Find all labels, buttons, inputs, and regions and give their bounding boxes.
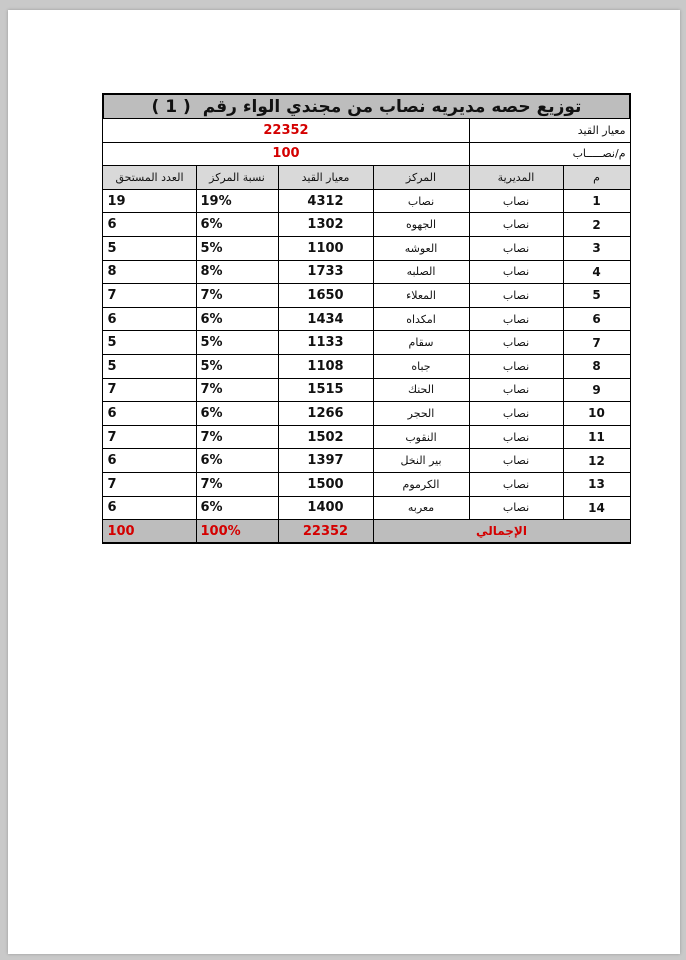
table-row (103, 472, 630, 496)
table-row (103, 260, 630, 284)
cell-directorate: نصاب (469, 331, 563, 355)
header-percent: نسبة المركز (196, 166, 278, 190)
cell-center: الكرموم (373, 472, 469, 496)
cell-criterion: 4312 (278, 189, 373, 213)
table-row (103, 307, 630, 331)
cell-criterion: 1108 (278, 354, 373, 378)
title-row (103, 94, 630, 119)
cell-no: 9 (563, 378, 630, 402)
cell-no: 12 (563, 449, 630, 473)
cell-percent: 5% (196, 236, 278, 260)
cell-count: 7 (103, 378, 196, 402)
quota-table (102, 93, 631, 544)
cell-directorate: نصاب (469, 449, 563, 473)
cell-count: 8 (103, 260, 196, 284)
cell-percent: 19% (196, 189, 278, 213)
header-directorate: المديرية (469, 166, 563, 190)
quota-row (103, 142, 630, 166)
header-center: المركز (373, 166, 469, 190)
cell-directorate: نصاب (469, 425, 563, 449)
table-row (103, 331, 630, 355)
cell-percent: 7% (196, 378, 278, 402)
cell-criterion: 1397 (278, 449, 373, 473)
cell-directorate: نصاب (469, 284, 563, 308)
cell-center: النقوب (373, 425, 469, 449)
cell-criterion: 1733 (278, 260, 373, 284)
title-number: ( 1 ) (151, 96, 191, 117)
cell-criterion: 1515 (278, 378, 373, 402)
cell-center: سقام (373, 331, 469, 355)
cell-no: 3 (563, 236, 630, 260)
header-no: م (563, 166, 630, 190)
cell-center: الجهوه (373, 213, 469, 237)
header-count: العدد المستحق (103, 166, 196, 190)
table-row (103, 284, 630, 308)
cell-no: 11 (563, 425, 630, 449)
table-row (103, 425, 630, 449)
cell-percent: 7% (196, 472, 278, 496)
table-row (103, 213, 630, 237)
table-row (103, 189, 630, 213)
cell-percent: 7% (196, 284, 278, 308)
cell-center: الحجر (373, 402, 469, 426)
cell-percent: 6% (196, 496, 278, 520)
table-row (103, 354, 630, 378)
cell-percent: 6% (196, 307, 278, 331)
header-row (103, 166, 630, 190)
total-percent: 100% (196, 520, 278, 544)
quota-value: 100 (103, 142, 469, 166)
cell-count: 6 (103, 402, 196, 426)
cell-directorate: نصاب (469, 472, 563, 496)
title-text: توزيع حصه مديريه نصاب من مجندي الواء رقم (202, 96, 582, 117)
cell-directorate: نصاب (469, 402, 563, 426)
cell-no: 10 (563, 402, 630, 426)
header-criterion: معيار القيد (278, 166, 373, 190)
cell-criterion: 1500 (278, 472, 373, 496)
cell-no: 6 (563, 307, 630, 331)
cell-criterion: 1100 (278, 236, 373, 260)
cell-count: 19 (103, 189, 196, 213)
cell-directorate: نصاب (469, 236, 563, 260)
cell-percent: 6% (196, 213, 278, 237)
cell-percent: 7% (196, 425, 278, 449)
cell-no: 2 (563, 213, 630, 237)
cell-count: 6 (103, 307, 196, 331)
cell-criterion: 1400 (278, 496, 373, 520)
total-count: 100 (103, 520, 196, 544)
cell-no: 5 (563, 284, 630, 308)
total-row (103, 520, 630, 544)
cell-percent: 8% (196, 260, 278, 284)
cell-count: 6 (103, 496, 196, 520)
cell-criterion: 1502 (278, 425, 373, 449)
cell-directorate: نصاب (469, 260, 563, 284)
cell-no: 4 (563, 260, 630, 284)
cell-center: الصلبه (373, 260, 469, 284)
total-criterion: 22352 (278, 520, 373, 544)
quota-label: م/نصـــــاب (469, 142, 630, 166)
table-title (103, 94, 630, 119)
cell-criterion: 1434 (278, 307, 373, 331)
table-row (103, 496, 630, 520)
cell-no: 13 (563, 472, 630, 496)
cell-directorate: نصاب (469, 378, 563, 402)
cell-center: نصاب (373, 189, 469, 213)
cell-directorate: نصاب (469, 307, 563, 331)
cell-count: 7 (103, 284, 196, 308)
cell-count: 5 (103, 331, 196, 355)
criterion-row (103, 119, 630, 143)
cell-no: 14 (563, 496, 630, 520)
criterion-value: 22352 (103, 119, 469, 143)
cell-count: 7 (103, 472, 196, 496)
cell-center: بير النخل (373, 449, 469, 473)
cell-no: 7 (563, 331, 630, 355)
cell-center: العوشه (373, 236, 469, 260)
cell-no: 1 (563, 189, 630, 213)
cell-count: 6 (103, 213, 196, 237)
cell-directorate: نصاب (469, 496, 563, 520)
cell-percent: 5% (196, 331, 278, 355)
table-row (103, 402, 630, 426)
cell-count: 7 (103, 425, 196, 449)
cell-center: جباه (373, 354, 469, 378)
cell-center: الحنك (373, 378, 469, 402)
cell-center: المعلاء (373, 284, 469, 308)
cell-criterion: 1302 (278, 213, 373, 237)
quota-sheet (104, 93, 631, 544)
cell-count: 5 (103, 236, 196, 260)
cell-criterion: 1133 (278, 331, 373, 355)
cell-directorate: نصاب (469, 189, 563, 213)
table-row (103, 236, 630, 260)
cell-center: امكداه (373, 307, 469, 331)
cell-percent: 5% (196, 354, 278, 378)
table-row (103, 378, 630, 402)
cell-percent: 6% (196, 449, 278, 473)
cell-no: 8 (563, 354, 630, 378)
cell-count: 5 (103, 354, 196, 378)
criterion-label: معيار القيد (469, 119, 630, 143)
table-row (103, 449, 630, 473)
cell-criterion: 1650 (278, 284, 373, 308)
cell-count: 6 (103, 449, 196, 473)
cell-center: معربه (373, 496, 469, 520)
cell-criterion: 1266 (278, 402, 373, 426)
cell-directorate: نصاب (469, 354, 563, 378)
document-page (8, 10, 680, 954)
cell-directorate: نصاب (469, 213, 563, 237)
cell-percent: 6% (196, 402, 278, 426)
total-label: الإجمالي (373, 520, 630, 544)
